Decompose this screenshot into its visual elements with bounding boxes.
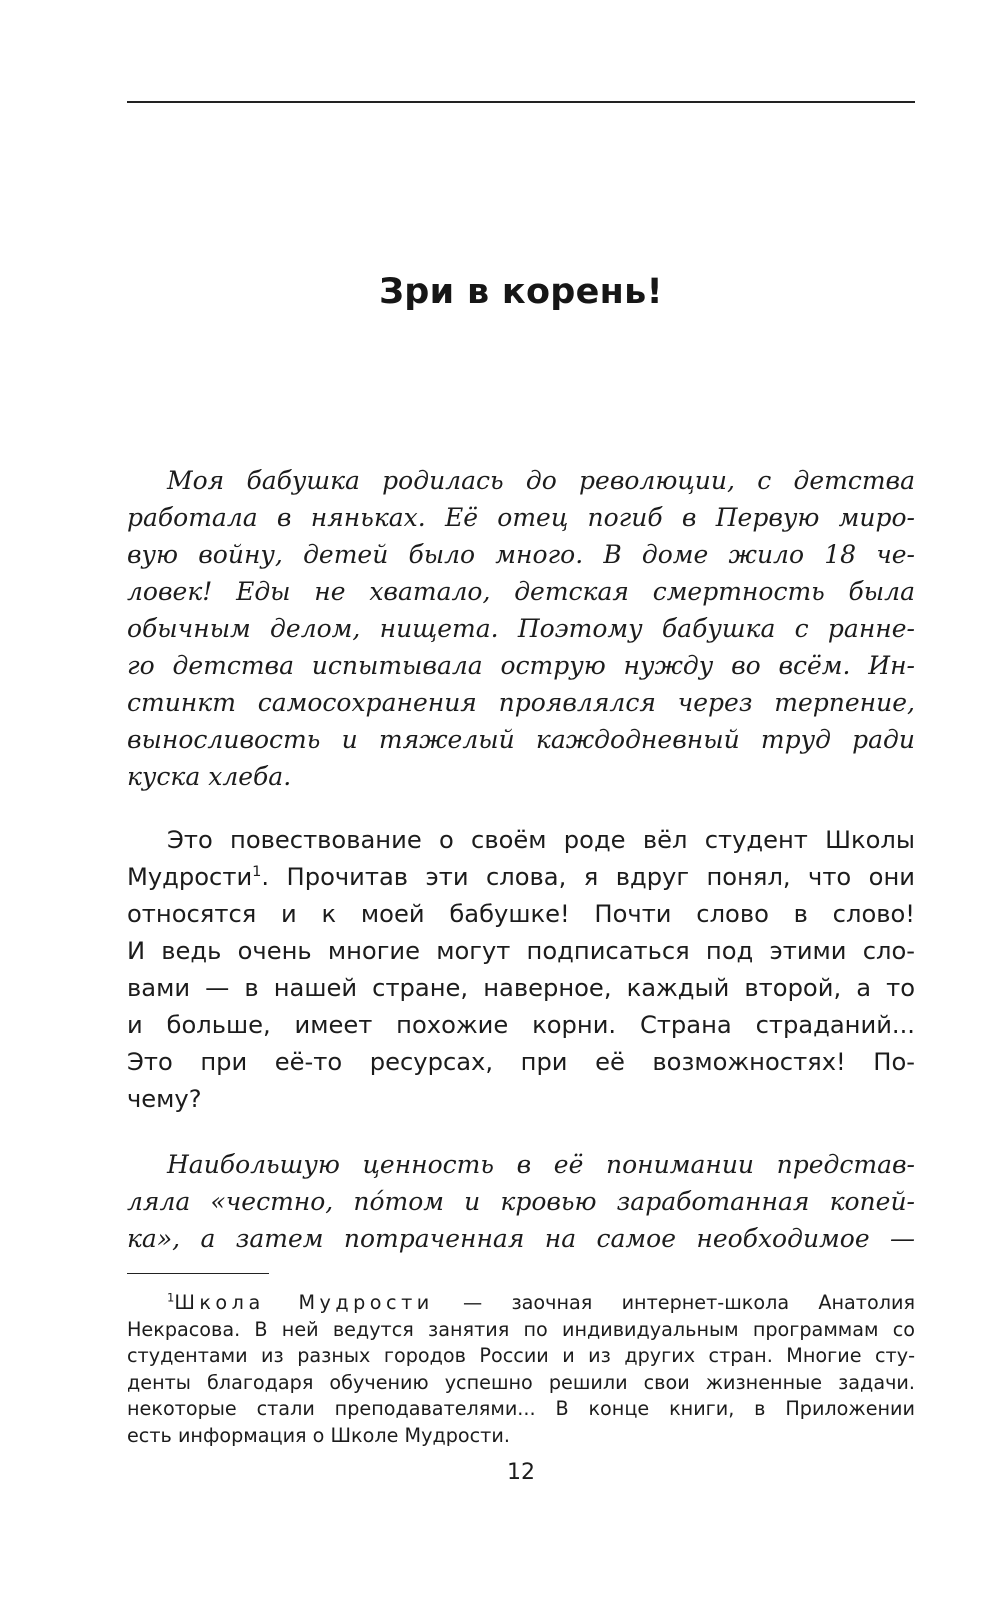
para1-text: Мудрости bbox=[127, 863, 253, 891]
para1-line: чему? bbox=[127, 1085, 202, 1113]
quote-paragraph-1 bbox=[127, 462, 915, 795]
quote1-line: вую войну, детей было много. В доме жило 18 че- bbox=[127, 540, 915, 569]
quote1-line: выносливость и тяжелый каждодневный труд ради bbox=[127, 725, 915, 754]
footnote-separator bbox=[127, 1273, 269, 1274]
para1-line: относятся и к моей бабушке! Почти слово в слово! bbox=[127, 900, 915, 928]
footnote-term: Школа Мудрости bbox=[174, 1291, 434, 1314]
chapter-title: Зри в корень! bbox=[379, 272, 663, 312]
footnote-marker: 1 bbox=[167, 1290, 175, 1305]
footnote-line: денты благодаря обучению успешно решили свои жизненные задачи. bbox=[127, 1370, 915, 1394]
footnote-text: — заочная интернет-школа Анатолия bbox=[433, 1291, 915, 1314]
footnote-reference: 1 bbox=[252, 863, 262, 880]
para1-text: . Прочитав эти слова, я вдруг понял, что они bbox=[261, 863, 915, 891]
quote1-line: Моя бабушка родилась до революции, с детства bbox=[167, 466, 915, 495]
header-rule bbox=[127, 101, 915, 103]
quote1-line: ловек! Еды не хватало, детская смертность была bbox=[127, 577, 915, 606]
para1-line: Это при её-то ресурсах, при её возможностях! По- bbox=[127, 1048, 915, 1076]
quote2-line: Наибольшую ценность в её понимании представ- bbox=[167, 1150, 915, 1179]
quote1-line: обычным делом, нищета. Поэтому бабушка с ранне- bbox=[127, 614, 915, 643]
page-number: 12 bbox=[507, 1460, 535, 1485]
footnote-line bbox=[127, 1290, 915, 1317]
para1-line: И ведь очень многие могут подписаться под этими сло- bbox=[127, 937, 915, 965]
footnote-line: студентами из разных городов России и из других стран. Многие сту- bbox=[127, 1344, 915, 1367]
quote1-line: го детства испытывала острую нужду во всём. Ин- bbox=[127, 651, 915, 680]
footnote-line: некоторые стали преподавателями... В конце книги, в Приложении bbox=[127, 1397, 915, 1420]
quote2-line: ляла «честно, пóтом и кровью заработанная копей- bbox=[127, 1187, 915, 1216]
footnote bbox=[127, 1290, 915, 1449]
body-paragraph-1 bbox=[127, 822, 915, 1118]
footnote-line: есть информация о Школе Мудрости. bbox=[127, 1423, 510, 1447]
para1-line: Это повествование о своём роде вёл студент Школы bbox=[167, 826, 915, 854]
para1-line: вами — в нашей стране, наверное, каждый второй, а то bbox=[127, 974, 915, 1002]
para1-line: и больше, имеет похожие корни. Страна страданий... bbox=[127, 1011, 915, 1039]
quote-paragraph-2 bbox=[127, 1146, 915, 1257]
quote1-line: куска хлеба. bbox=[127, 762, 292, 791]
quote2-line: ка», а затем потраченная на самое необходимое — bbox=[127, 1224, 915, 1253]
quote1-line: стинкт самосохранения проявлялся через терпение, bbox=[127, 688, 915, 717]
para1-line-with-footnote bbox=[127, 859, 915, 896]
footnote-line: Некрасова. В ней ведутся занятия по индивидуальным программам со bbox=[127, 1317, 915, 1341]
quote1-line: работала в няньках. Её отец погиб в Первую миро- bbox=[127, 503, 915, 532]
